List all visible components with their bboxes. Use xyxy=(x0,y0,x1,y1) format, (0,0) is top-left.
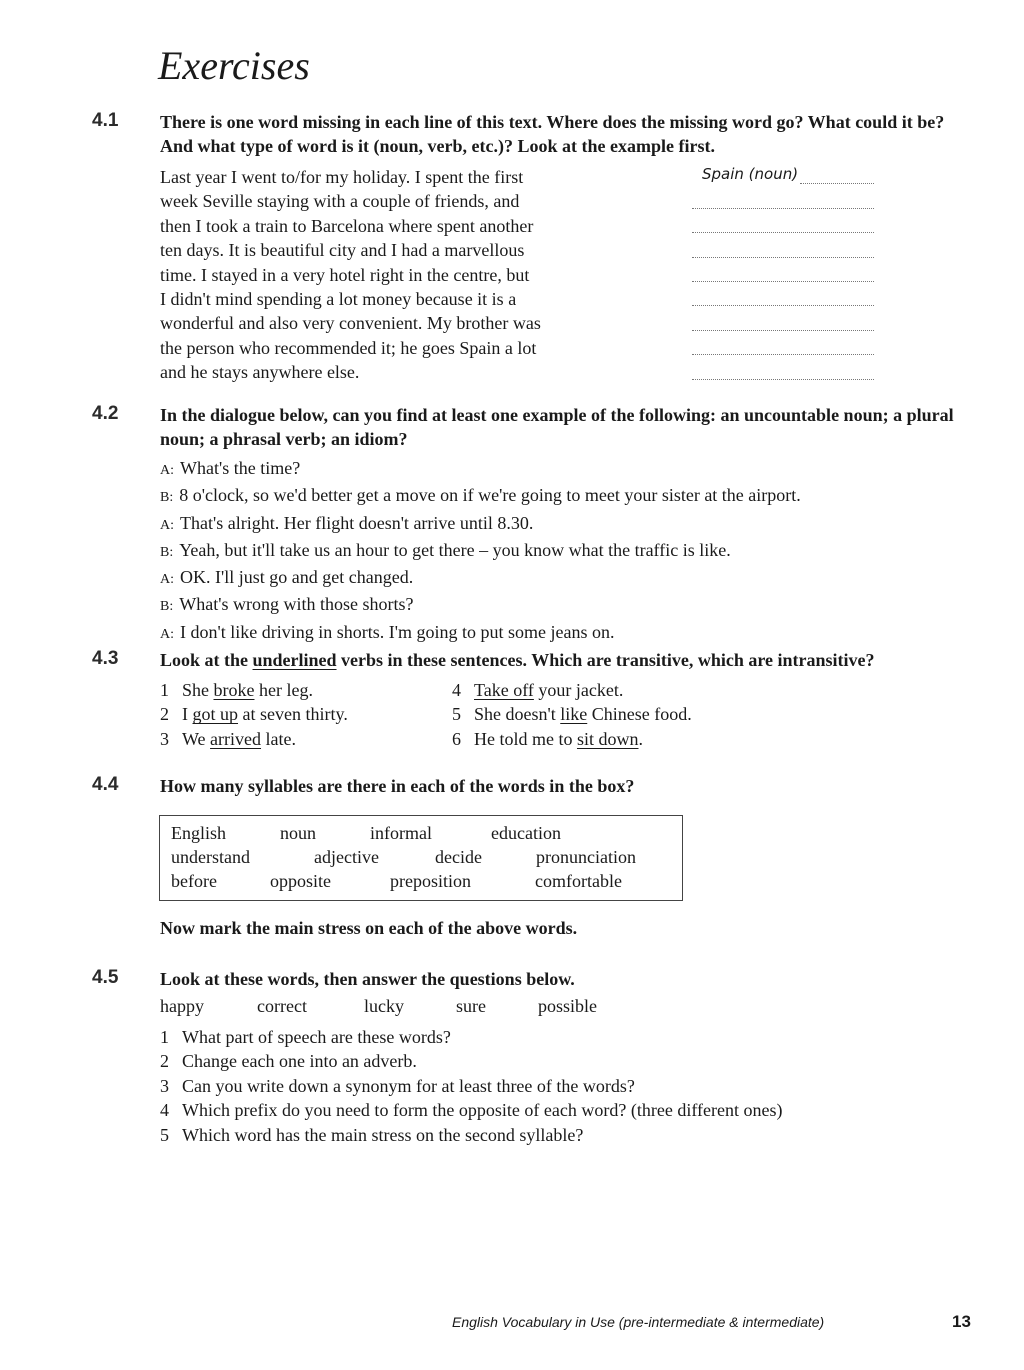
speaker: A: xyxy=(160,572,174,588)
box-word: before xyxy=(171,871,217,891)
page-title: Exercises xyxy=(158,43,310,88)
list-word: sure xyxy=(456,996,486,1016)
underlined-verb: like xyxy=(560,704,588,725)
exercise-number-4-3: 4.3 xyxy=(92,648,119,669)
box-word: informal xyxy=(370,823,432,843)
text-line: Last year I went to/for my holiday. I spent the first xyxy=(160,167,524,187)
speaker: B: xyxy=(160,599,174,615)
question-item: 4 Which prefix do you need to form the opposite of each word? (three different ones) xyxy=(160,1100,783,1121)
word-list xyxy=(160,996,660,1020)
exercise-number-4-4: 4.4 xyxy=(92,774,119,795)
underlined-verb: broke xyxy=(213,680,255,700)
text-line: week Seville staying with a couple of friends, and xyxy=(160,191,520,212)
sentence-list-left xyxy=(160,678,348,751)
answer-line[interactable] xyxy=(692,360,874,384)
dialogue-line xyxy=(160,456,801,483)
box-word: comfortable xyxy=(535,871,622,891)
box-word: preposition xyxy=(390,871,471,891)
speaker: A: xyxy=(160,517,174,533)
speaker: B: xyxy=(160,490,174,506)
dialogue-text: That's alright. Her flight doesn't arrive until 8.30. xyxy=(180,512,534,533)
box-word: understand xyxy=(171,847,250,867)
dialogue-line xyxy=(160,511,801,538)
underlined-verb: got up xyxy=(192,704,239,725)
exercise-4-5-instruction: Look at these words, then answer the questions below. xyxy=(160,969,575,989)
book-footer: English Vocabulary in Use (pre-intermediate & intermediate) xyxy=(452,1314,825,1330)
box-word: noun xyxy=(280,823,316,843)
dialogue-line xyxy=(160,483,801,510)
question-item: 1 What part of speech are these words? xyxy=(160,1027,451,1047)
dialogue-text: 8 o'clock, so we'd better get a move on if we're going to meet your sister at the airport. xyxy=(179,485,801,506)
dialogue-line xyxy=(160,565,801,592)
exercise-4-1-answer-lines xyxy=(692,165,874,385)
answer-line[interactable] xyxy=(692,189,874,213)
text-line: the person who recommended it; he goes Spain a lot xyxy=(160,337,537,358)
sentence-list-right xyxy=(452,678,692,751)
box-word: adjective xyxy=(314,847,379,867)
answer-line[interactable] xyxy=(692,214,874,238)
list-word: correct xyxy=(257,996,307,1016)
speaker: B: xyxy=(160,544,174,560)
box-word: pronunciation xyxy=(536,847,636,867)
question-item: 2 Change each one into an adverb. xyxy=(160,1051,417,1072)
sentence-item: 4 Take off your jacket. xyxy=(452,680,624,700)
exercise-4-1-instruction: There is one word missing in each line of this text. Where does the missing word go? What could it be? And what type of word is it (noun, verb, etc.)? Look at the example first. xyxy=(160,112,945,156)
exercise-4-1-text xyxy=(160,165,680,385)
dialogue-line xyxy=(160,592,801,619)
dialogue-text: What's the time? xyxy=(180,458,301,478)
speaker: A: xyxy=(160,626,174,642)
question-list xyxy=(160,1025,782,1147)
answer-line[interactable] xyxy=(692,238,874,262)
text-line: I didn't mind spending a lot money because it is a xyxy=(160,289,517,310)
box-word: opposite xyxy=(270,871,331,891)
underlined-word: underlined xyxy=(252,650,337,670)
sentence-item: 3 We arrived late. xyxy=(160,728,296,749)
list-word: possible xyxy=(538,996,598,1016)
exercise-number-4-2: 4.2 xyxy=(92,403,119,424)
question-item: 3 Can you write down a synonym for at least three of the words? xyxy=(160,1075,635,1096)
underlined-verb: Take off xyxy=(474,680,534,700)
example-answer: Spain (noun) xyxy=(702,165,799,183)
answer-line[interactable] xyxy=(692,263,874,287)
page-number: 13 xyxy=(952,1312,971,1331)
sentence-item: 5 She doesn't like Chinese food. xyxy=(452,704,692,725)
word-box xyxy=(159,815,683,901)
dialogue-text: Yeah, but it'll take us an hour to get there – you know what the traffic is like. xyxy=(179,539,731,560)
underlined-verb: arrived xyxy=(210,728,262,749)
answer-line[interactable] xyxy=(692,165,874,189)
exercise-4-4-instruction: How many syllables are there in each of the words in the box? xyxy=(160,776,635,796)
exercise-4-3-instruction: Look at the underlined verbs in these sentences. Which are transitive, which are intransitive? xyxy=(160,650,875,670)
answer-line[interactable] xyxy=(692,336,874,360)
text-line: wonderful and also very convenient. My brother was xyxy=(160,313,541,334)
list-word: happy xyxy=(160,996,204,1016)
dialogue-line xyxy=(160,538,801,565)
box-word: decide xyxy=(435,847,482,867)
text-line: time. I stayed in a very hotel right in the centre, but xyxy=(160,264,530,285)
text-line: then I took a train to Barcelona where spent another xyxy=(160,215,534,236)
list-word: lucky xyxy=(364,996,404,1016)
answer-line[interactable] xyxy=(692,287,874,311)
sentence-item: 2 I got up at seven thirty. xyxy=(160,704,348,725)
box-word: education xyxy=(491,823,561,843)
dialogue xyxy=(160,456,801,647)
box-word: English xyxy=(171,823,227,843)
exercise-number-4-5: 4.5 xyxy=(92,967,119,988)
sentence-item: 6 He told me to sit down. xyxy=(452,728,643,749)
question-item: 5 Which word has the main stress on the second syllable? xyxy=(160,1124,584,1145)
text-line: ten days. It is beautiful city and I had a marvellous xyxy=(160,240,525,261)
dialogue-text: OK. I'll just go and get changed. xyxy=(180,567,414,588)
exercise-4-2-instruction: In the dialogue below, can you find at least one example of the following: an uncountable noun; a plural noun; a phrasal verb; an idiom? xyxy=(160,405,954,449)
dialogue-text: I don't like driving in shorts. I'm going to put some jeans on. xyxy=(180,621,615,642)
answer-line[interactable] xyxy=(692,311,874,335)
text-line: and he stays anywhere else. xyxy=(160,362,360,383)
sentence-item: 1 She broke her leg. xyxy=(160,680,313,700)
exercise-4-4-followup: Now mark the main stress on each of the above words. xyxy=(160,918,578,938)
underlined-verb: sit down xyxy=(576,728,639,749)
speaker: A: xyxy=(160,463,174,478)
dialogue-line xyxy=(160,620,801,647)
exercise-number-4-1: 4.1 xyxy=(92,110,119,131)
dialogue-text: What's wrong with those shorts? xyxy=(179,594,414,615)
